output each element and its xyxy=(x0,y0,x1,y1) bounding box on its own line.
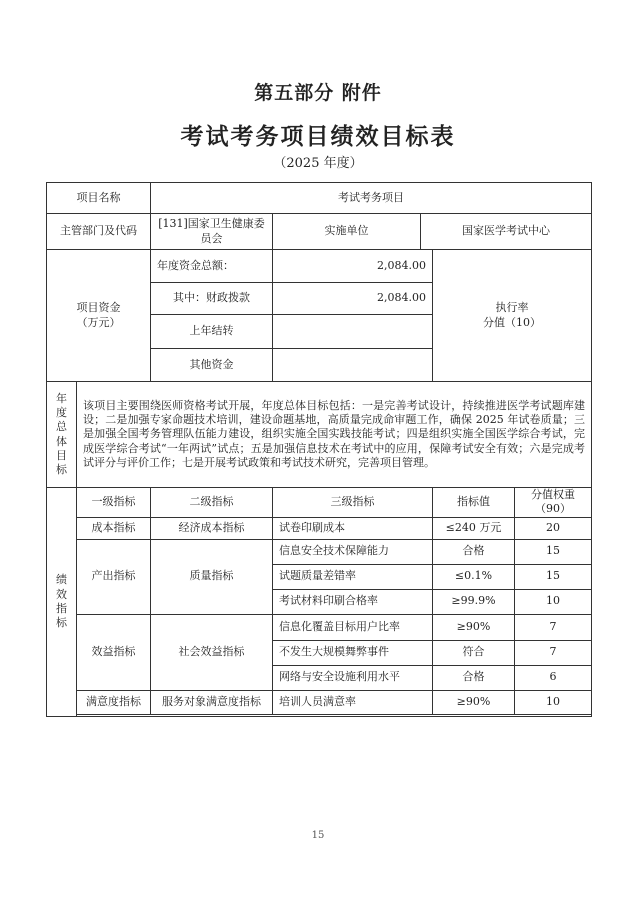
indicator-header-row xyxy=(47,488,592,518)
funds-fiscal-value: 2,084.00 xyxy=(273,283,433,315)
project-funds-label-line2: （万元） xyxy=(76,315,121,329)
annual-goal-label-char: 体 xyxy=(56,434,67,448)
page-number: 15 xyxy=(311,830,325,841)
header-level1: 一级指标 xyxy=(77,488,151,518)
performance-indicators-label-char: 效 xyxy=(56,587,67,601)
funds-row xyxy=(47,250,592,283)
annual-goal-label-char: 总 xyxy=(56,420,67,434)
level3-item: 信息安全技术保障能力 xyxy=(273,539,433,564)
level1-benefit: 效益指标 xyxy=(77,614,151,690)
level2-economic-cost: 经济成本指标 xyxy=(151,517,273,539)
level3-item: 培训人员满意率 xyxy=(273,690,433,714)
indicator-weight: 10 xyxy=(515,690,592,714)
indicator-weight: 6 xyxy=(515,665,592,690)
execution-rate-cell xyxy=(433,250,592,382)
annual-goal-label-char: 度 xyxy=(56,405,67,419)
project-funds-label-line1: 项目资金 xyxy=(76,301,121,315)
level2-service-satisfaction: 服务对象满意度指标 xyxy=(151,690,273,714)
indicator-value: 符合 xyxy=(433,640,515,665)
indicator-row xyxy=(47,690,592,714)
level3-item: 网络与安全设施利用水平 xyxy=(273,665,433,690)
execution-rate-score: 分值（10） xyxy=(483,315,542,329)
implementing-unit-label: 实施单位 xyxy=(273,214,421,250)
funds-fiscal-label: 其中：财政拨款 xyxy=(151,283,273,315)
level1-output: 产出指标 xyxy=(77,539,151,614)
indicator-weight: 15 xyxy=(515,539,592,564)
level1-satisfaction: 满意度指标 xyxy=(77,690,151,714)
department-value: [131]国家卫生健康委员会 xyxy=(151,214,273,250)
indicator-row xyxy=(47,614,592,640)
performance-indicators-label xyxy=(47,488,77,717)
level3-item: 试题质量差错率 xyxy=(273,564,433,589)
project-name-row xyxy=(47,183,592,214)
funds-other-label: 其他资金 xyxy=(151,349,273,382)
part-title: 第五部分 附件 xyxy=(254,82,382,104)
performance-indicators-label-char: 标 xyxy=(56,616,67,630)
funds-other-value xyxy=(273,349,433,382)
performance-indicators-label-char: 指 xyxy=(56,601,67,615)
level3-item: 考试材料印刷合格率 xyxy=(273,589,433,614)
indicator-weight: 7 xyxy=(515,640,592,665)
indicator-weight: 10 xyxy=(515,589,592,614)
indicator-weight: 15 xyxy=(515,564,592,589)
indicator-value: ≤240 万元 xyxy=(433,517,515,539)
year-label: （2025 年度） xyxy=(273,156,363,171)
department-label: 主管部门及代码 xyxy=(47,214,151,250)
indicator-value: ≥90% xyxy=(433,614,515,640)
annual-goal-text: 该项目主要围绕医师资格考试开展，年度总体目标包括：一是完善考试设计，持续推进医学考试题库建设；二是加强专家命题技术培训，建设命题基地，高质量完成命审题工作，确保 2025 年试卷质量；三是加强全国考务管理队伍能力建设，组织实施全国实践技能考试；四是组织实施全国医学综合考试，完成医学综合考试“一年两试”试点；五是加强信息技术在考试中的应用，保障考试安全有效；六是完成考试评分与评价工作；七是开展考试政策和考试技术研究，完善项目管理。 xyxy=(77,382,592,488)
project-funds-label xyxy=(47,250,151,382)
header-weight: 分值权重（90） xyxy=(515,488,592,518)
header-level2: 二级指标 xyxy=(151,488,273,518)
indicator-value: ≤0.1% xyxy=(433,564,515,589)
execution-rate-label: 执行率 xyxy=(495,301,529,315)
header-level3: 三级指标 xyxy=(273,488,433,518)
funds-total-value: 2,084.00 xyxy=(273,250,433,283)
project-name-value: 考试考务项目 xyxy=(151,183,592,214)
level1-cost: 成本指标 xyxy=(77,517,151,539)
header-indicator-value: 指标值 xyxy=(433,488,515,518)
indicator-value: ≥90% xyxy=(433,690,515,714)
funds-carryover-value xyxy=(273,315,433,349)
indicator-row xyxy=(47,539,592,564)
table-title: 考试考务项目绩效目标表 xyxy=(180,124,456,150)
table-bottom-spacer xyxy=(47,714,592,716)
indicator-value: ≥99.9% xyxy=(433,589,515,614)
level3-item: 信息化覆盖目标用户比率 xyxy=(273,614,433,640)
level3-item: 试卷印刷成本 xyxy=(273,517,433,539)
annual-goal-label xyxy=(47,382,77,488)
department-row xyxy=(47,214,592,250)
level3-item: 不发生大规模舞弊事件 xyxy=(273,640,433,665)
annual-goal-label-char: 目 xyxy=(56,448,67,462)
level2-social-benefit: 社会效益指标 xyxy=(151,614,273,690)
annual-goal-row xyxy=(47,382,592,488)
indicator-value: 合格 xyxy=(433,665,515,690)
funds-total-label: 年度资金总额： xyxy=(151,250,273,283)
performance-target-table xyxy=(46,182,592,717)
implementing-unit-value: 国家医学考试中心 xyxy=(421,214,592,250)
level2-quality: 质量指标 xyxy=(151,539,273,614)
performance-indicators-label-char: 绩 xyxy=(56,573,67,587)
indicator-weight: 20 xyxy=(515,517,592,539)
annual-goal-label-char: 年 xyxy=(56,391,67,405)
indicator-weight: 7 xyxy=(515,614,592,640)
indicator-row xyxy=(47,517,592,539)
project-name-label: 项目名称 xyxy=(47,183,151,214)
annual-goal-label-char: 标 xyxy=(56,463,67,477)
indicator-value: 合格 xyxy=(433,539,515,564)
funds-carryover-label: 上年结转 xyxy=(151,315,273,349)
